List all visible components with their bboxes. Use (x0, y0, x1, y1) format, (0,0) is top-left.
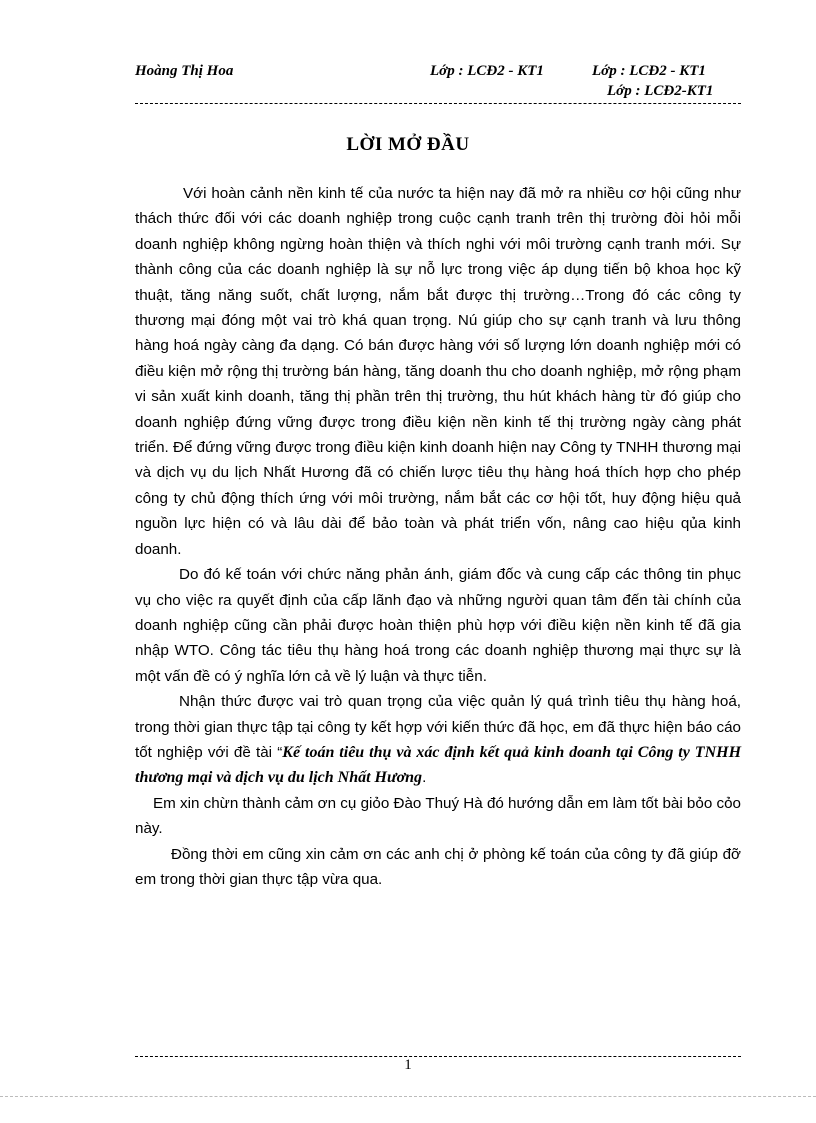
page-number: 1 (404, 1057, 412, 1073)
header-author: Hoàng Thị Hoa (135, 63, 234, 79)
paragraph-end: . (422, 769, 427, 787)
paragraph (135, 689, 741, 791)
paragraph: Em xin chừn thành cảm ơn cụ giỏo Đào Thuý Hà đó hướng dẫn em làm tốt bài bỏo cỏo này. (135, 794, 741, 838)
paragraph: Với hoàn cảnh nền kinh tế của nước ta hiện nay đã mở ra nhiều cơ hội cũng như thách thức đối với các doanh nghiệp trong cuộc cạnh tranh trên thị trường đòi hỏi mỗi doanh nghiệp không ngừng hoàn thiện và thích nghi với môi trường cạnh tranh mới. Sự thành công của các doanh nghiệp là sự nỗ lực trong việc áp dụng tiến bộ khoa học kỹ thuật, tăng năng suốt, chất lượng, nắm bắt được thị trường…Trong đó các công ty thương mại đóng một vai trò khá quan trọng. Nú giúp cho sự cạnh tranh và lưu thông hàng hoá ngày càng đa dạng. Có bán được hàng với số lượng lớn doanh nghiệp mới có điều kiện mở rộng thị trường bán hàng, tăng doanh thu cho doanh nghiệp, mở rộng phạm vi sản xuất kinh doanh, tăng thị phần trên thị trường, thu hút khách hàng từ đó giúp cho doanh nghiệp đứng vững được trong điều kiện nền kinh tế thị trường ngày càng phát triển. Để đứng vững được trong điều kiện kinh doanh hiện nay Công ty TNHH thương mại và dịch vụ du lịch Nhất Hương đã có chiến lược tiêu thụ hàng hoá thích hợp cho phép công ty chủ động thích ứng với môi trường, nắm bắt các cơ hội tốt, huy động hiệu quả nguồn lực hiện có và lâu dài để bảo toàn và phát triển vốn, nâng cao hiệu qủa kinh doanh. (135, 185, 741, 558)
page-bottom-divider (0, 1096, 816, 1097)
paragraph-text: Nhận thức được vai trò quan trọng của việc quản lý quá trình tiêu thụ hàng hoá, trong thời gian thực tập tại công ty kết hợp với kiến thức đã học, em đã thực hiện báo cáo tốt nghiệp với đề tài “ (135, 693, 741, 761)
page-title: LỜI MỞ ĐẦU (346, 134, 470, 155)
paragraph: Do đó kế toán với chức năng phản ánh, giám đốc và cung cấp các thông tin phục vụ cho việc ra quyết định của cấp lãnh đạo và những người quan tâm đến tài chính của doanh nghiệp cũng cần phải được hoàn thiện phù hợp với điều kiện nền kinh tế đã gia nhập WTO. Công tác tiêu thụ hàng hoá trong các doanh nghiệp thương mại thực sự là một vấn đề có ý nghĩa lớn cả về lý luận và thực tiễn. (135, 566, 741, 685)
header-divider (135, 103, 741, 104)
header-class-label: Lớp : LCĐ2-KT1 (607, 83, 714, 99)
paragraph: Đồng thời em cũng xin cảm ơn các anh chị ở phòng kế toán của công ty đã giúp đỡ em trong thời gian thực tập vừa qua. (135, 845, 741, 888)
header-class-label: Lớp : LCĐ2 - KT1 (592, 63, 706, 79)
document-body (135, 181, 741, 892)
thesis-topic: Kế toán tiêu thụ và xác định kết quả kinh doanh tại Công ty TNHH thương mại và dịch vụ du lịch Nhất Hương (135, 743, 742, 787)
header-class-label: Lớp : LCĐ2 - KT1 (430, 63, 544, 79)
